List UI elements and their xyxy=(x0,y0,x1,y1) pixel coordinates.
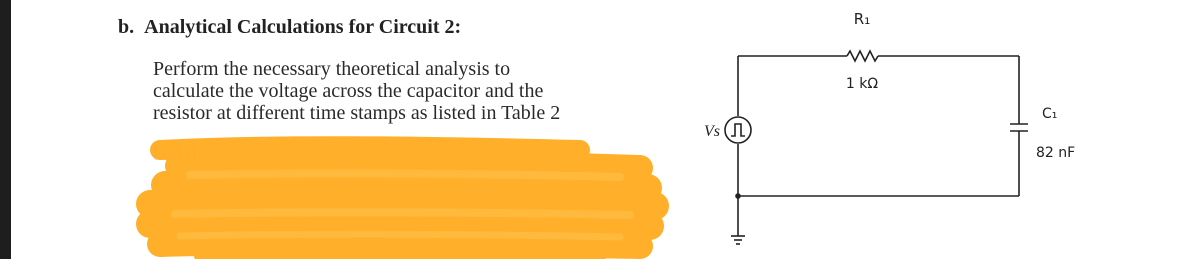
circuit-diagram xyxy=(655,0,1115,259)
pulse-source-circle xyxy=(725,117,751,143)
junction-dot xyxy=(735,193,741,199)
resistor-label: R₁ xyxy=(853,10,871,28)
obscured-text-line: and d xyxy=(153,143,197,165)
paragraph-line-2: calculate the voltage across the capacitor and the xyxy=(153,80,544,102)
source-label: Vs xyxy=(704,123,720,140)
section-title: Analytical Calculations for Circuit 2: xyxy=(144,16,462,38)
resistor-symbol xyxy=(847,51,878,61)
capacitor-label: C₁ xyxy=(1042,106,1058,122)
paragraph-line-3: resistor at different time stamps as listed in Table 2 xyxy=(153,102,561,124)
paragraph-line-1: Perform the necessary theoretical analysis to xyxy=(153,58,511,80)
capacitor-value: 82 nF xyxy=(1036,145,1076,161)
resistor-value: 1 kΩ xyxy=(845,76,879,92)
pulse-waveform-icon xyxy=(731,124,745,136)
section-number: b. xyxy=(118,16,135,38)
